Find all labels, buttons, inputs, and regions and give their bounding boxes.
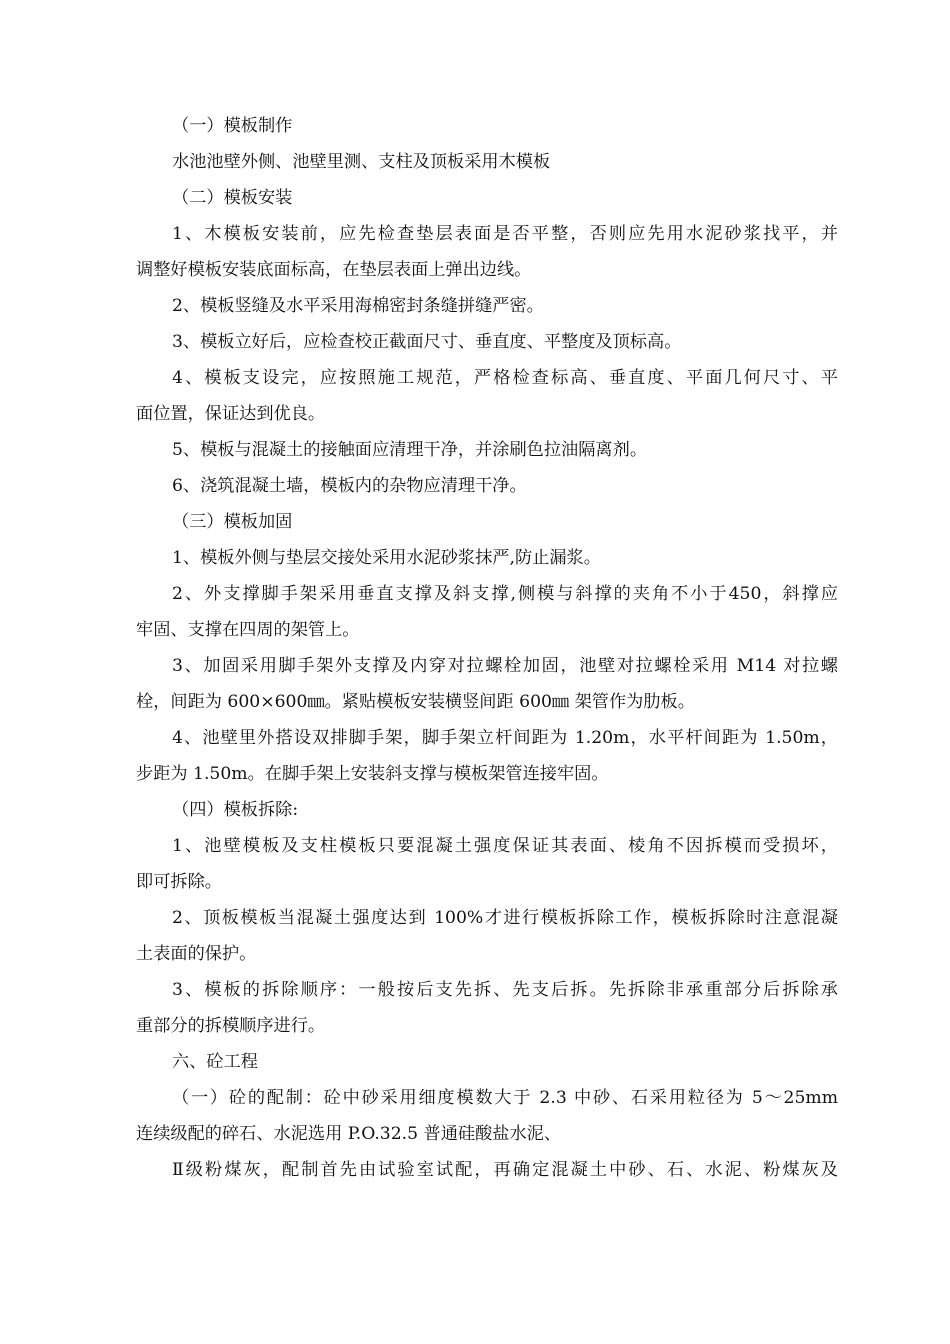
text-line: 3、模板立好后，应检查校正截面尺寸、垂直度、平整度及顶标高。 bbox=[172, 332, 682, 352]
text-line: Ⅱ级粉煤灰，配制首先由试验室试配，再确定混凝土中砂、石、水泥、粉煤灰及 bbox=[172, 1160, 838, 1180]
text-line: 重部分的拆模顺序进行。 bbox=[136, 1016, 326, 1036]
text-line: 2、模板竖缝及水平采用海棉密封条缝拼缝严密。 bbox=[172, 296, 544, 316]
text-line: 1、池壁模板及支柱模板只要混凝土强度保证其表面、棱角不因拆模而受损坏， bbox=[172, 836, 838, 856]
text-line: 1、模板外侧与垫层交接处采用水泥砂浆抹严,防止漏浆。 bbox=[172, 548, 601, 568]
text-line: 6、浇筑混凝土墙，模板内的杂物应清理干净。 bbox=[172, 476, 527, 496]
text-line: （一）模板制作 bbox=[172, 116, 293, 136]
text-line: 5、模板与混凝土的接触面应清理干净，并涂刷色拉油隔离剂。 bbox=[172, 440, 648, 460]
text-line: 3、模板的拆除顺序：一般按后支先拆、先支后拆。先拆除非承重部分后拆除承 bbox=[172, 980, 838, 1000]
text-line: （二）模板安装 bbox=[172, 188, 293, 208]
text-line: 水池池壁外侧、池壁里测、支柱及顶板采用木模板 bbox=[172, 152, 551, 172]
text-line: （一）砼的配制：砼中砂采用细度模数大于 2.3 中砂、石采用粒径为 5～25mm bbox=[172, 1088, 838, 1108]
text-line: 即可拆除。 bbox=[136, 872, 222, 892]
text-line: 栓，间距为 600×600㎜。紧贴模板安装横竖间距 600㎜ 架管作为肋板。 bbox=[136, 692, 695, 712]
text-line: 3、加固采用脚手架外支撑及内穿对拉螺栓加固，池壁对拉螺栓采用 M14 对拉螺 bbox=[172, 656, 838, 676]
text-line: 步距为 1.50m。在脚手架上安装斜支撑与模板架管连接牢固。 bbox=[136, 764, 609, 784]
text-line: 调整好模板安装底面标高，在垫层表面上弹出边线。 bbox=[136, 260, 532, 280]
text-line: （三）模板加固 bbox=[172, 512, 293, 532]
text-line: 土表面的保护。 bbox=[136, 944, 257, 964]
text-line: （四）模板拆除: bbox=[172, 800, 299, 820]
text-line: 2、外支撑脚手架采用垂直支撑及斜支撑,侧模与斜撑的夹角不小于450，斜撑应 bbox=[172, 584, 838, 604]
text-line: 面位置，保证达到优良。 bbox=[136, 404, 326, 424]
text-line: 连续级配的碎石、水泥选用 P.O.32.5 普通硅酸盐水泥、 bbox=[136, 1124, 562, 1144]
text-line: 牢固、支撑在四周的架管上。 bbox=[136, 620, 360, 640]
document-body bbox=[136, 108, 838, 1188]
text-line: 4、模板支设完，应按照施工规范，严格检查标高、垂直度、平面几何尺寸、平 bbox=[172, 368, 838, 388]
text-line: 1、木模板安装前，应先检查垫层表面是否平整，否则应先用水泥砂浆找平，并 bbox=[172, 224, 838, 244]
text-line: 4、池壁里外搭设双排脚手架，脚手架立杆间距为 1.20m，水平杆间距为 1.50m， bbox=[172, 728, 838, 748]
text-line: 2、顶板模板当混凝土强度达到 100%才进行模板拆除工作，模板拆除时注意混凝 bbox=[172, 908, 838, 928]
text-line: 六、砼工程 bbox=[172, 1052, 258, 1072]
